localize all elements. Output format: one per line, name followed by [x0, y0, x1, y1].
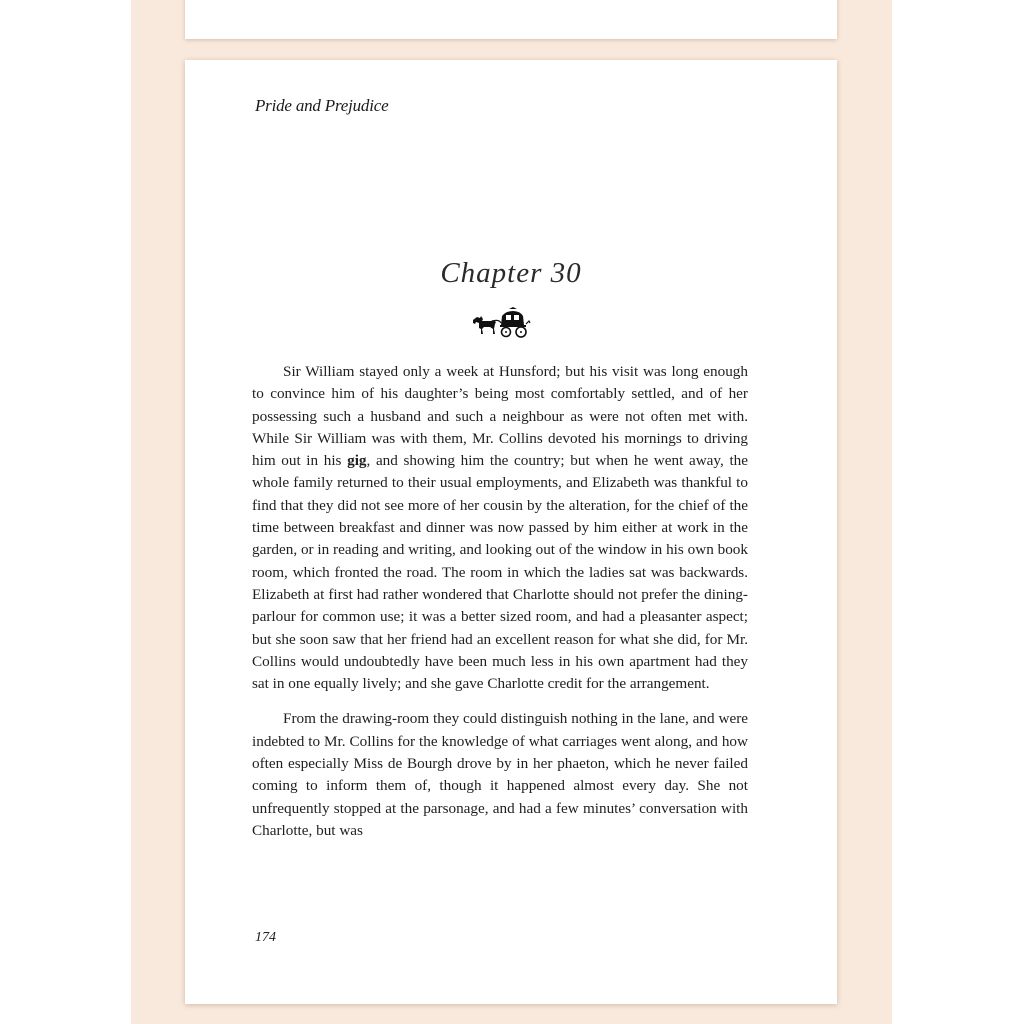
chapter-title: Chapter 30 — [440, 257, 582, 289]
horse-carriage-icon — [471, 307, 531, 339]
paragraph — [252, 361, 748, 695]
previous-page[interactable] — [185, 0, 837, 39]
page-number: 174 — [255, 930, 276, 945]
paragraph-text: , and showing him the country; but when he went away, the whole family returned to their usual employments, and Elizabeth was thankful to find that they did not see more of her cousin by the alteration, for the chief of the time between breakfast and dinner was now passed by him either at work in the garden, or in reading and writing, and looking out of the window in his own book room, which fronted the road. The room in which the ladies sat was backwards. Elizabeth at first had rather wondered that Charlotte should not prefer the dining-parlour for common use; it was a better sized room, and had a pleasanter aspect; but she soon saw that her friend had an excellent reason for what she did, for Mr. Collins would undoubtedly have been much less in his own apartment had they sat in one equally lively; and she gave Charlotte credit for the arrangement. — [252, 452, 748, 693]
chapter-body — [252, 361, 748, 855]
bold-term: gig — [347, 452, 367, 470]
running-head: Pride and Prejudice — [255, 96, 389, 115]
paragraph-text: Sir William stayed only a week at Hunsford; but his visit was long enough to convince him of his daughter’s being most comfortably settled, and of her possessing such a husband and such a neighbour as were not often met with. While Sir William was with them, Mr. Collins devoted his mornings to driving him out in his — [252, 363, 748, 470]
book-page[interactable] — [185, 60, 837, 1004]
reader-viewport[interactable] — [131, 0, 892, 1024]
paragraph: From the drawing-room they could distinguish nothing in the lane, and were indebted to Mr. Collins for the knowledge of what carriages went along, and how often especially Miss de Bourgh drove by in her phaeton, which he never failed coming to inform them of, though it happened almost every day. She not unfrequently stopped at the parsonage, and had a few minutes’ conversation with Charlotte, but was — [252, 710, 748, 839]
